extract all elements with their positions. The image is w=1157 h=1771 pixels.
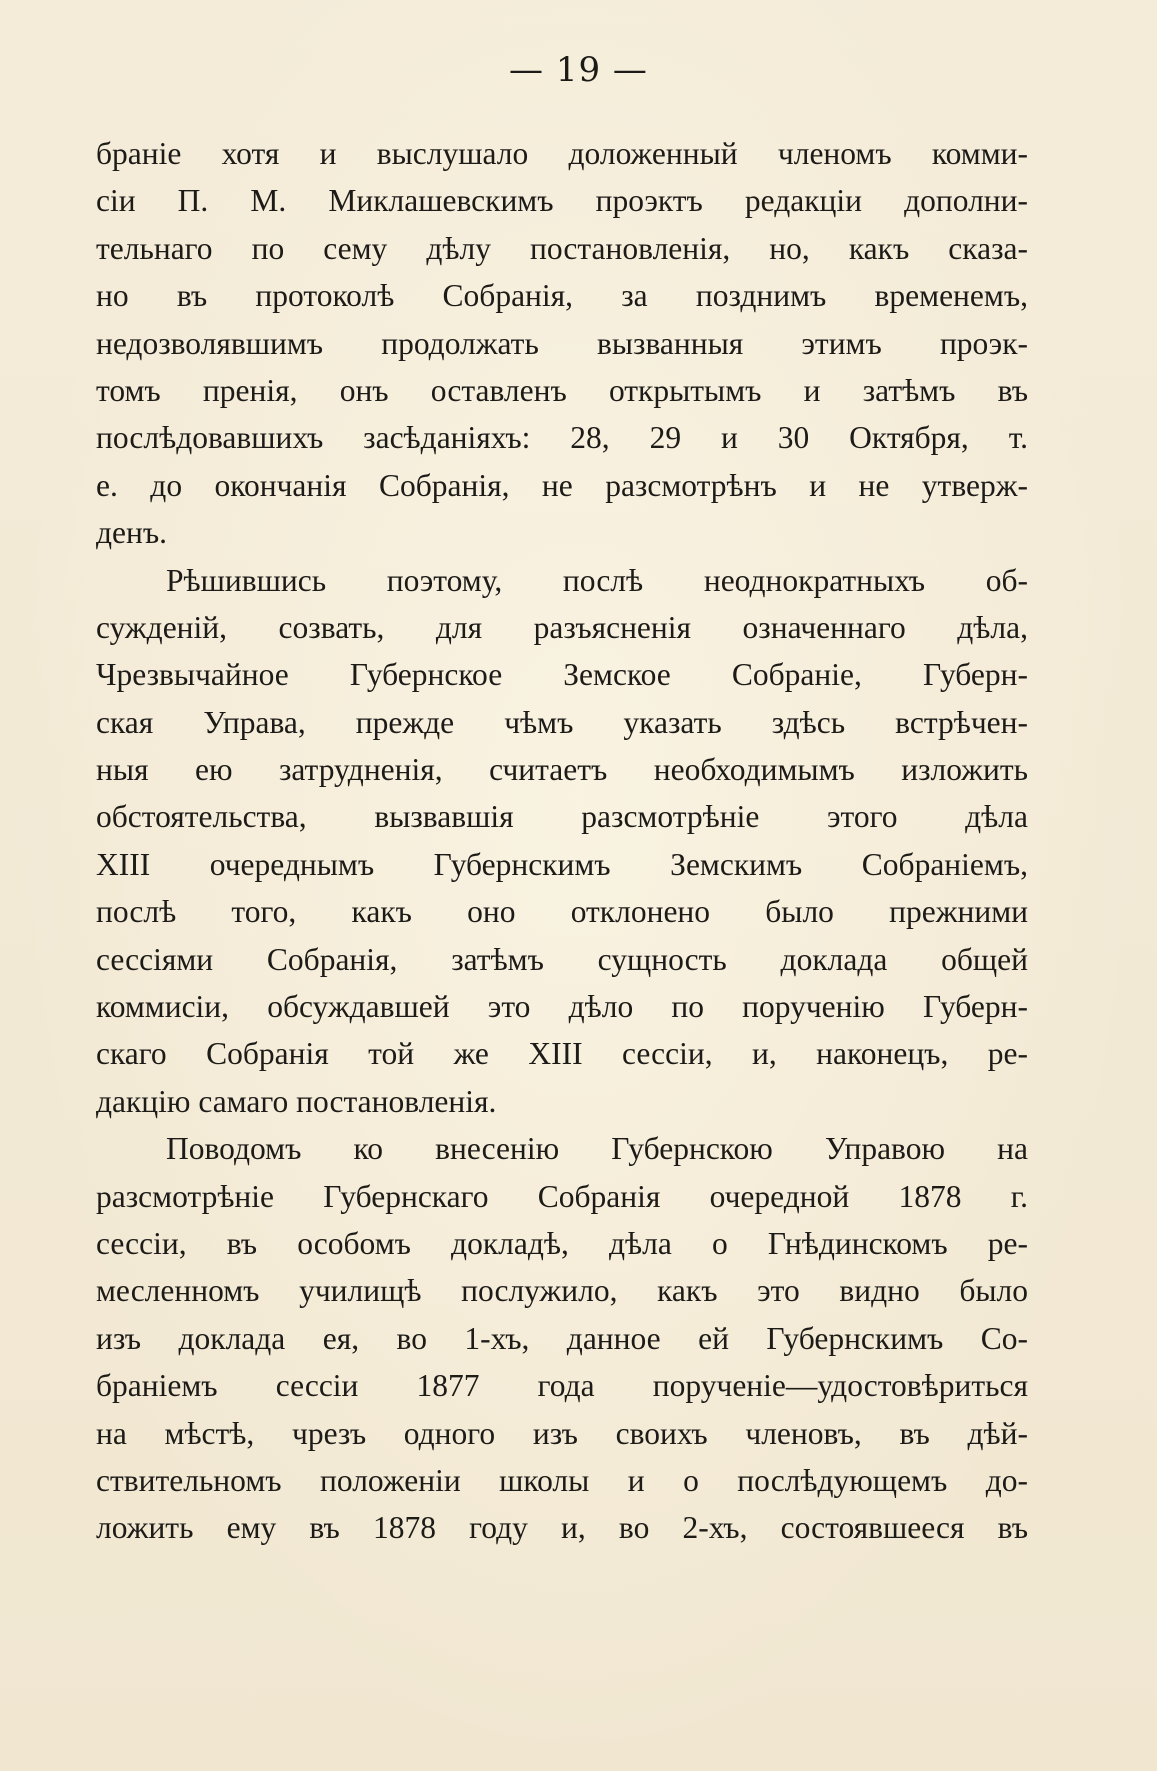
paragraph-1 — [96, 130, 1028, 557]
text-line: денъ. — [96, 515, 168, 551]
text-line: ствительномъ положеніи школы и о послѣдующемъ до- — [96, 1462, 1028, 1498]
text-line: скаго Собранія той же XIII сессіи, и, наконецъ, ре- — [96, 1036, 1028, 1072]
paragraph-3 — [96, 1125, 1028, 1552]
text-line: коммисіи, обсуждавшей это дѣло по порученію Губерн- — [96, 989, 1028, 1025]
text-line: тельнаго по сему дѣлу постановленія, но, какъ сказа- — [96, 230, 1028, 266]
text-line: послѣдовавшихъ засѣданіяхъ: 28, 29 и 30 Октября, т. — [96, 420, 1028, 456]
text-line: послѣ того, какъ оно отклонено было прежними — [96, 894, 1028, 930]
text-line: сіи П. М. Миклашевскимъ проэктъ редакціи дополни- — [96, 183, 1028, 219]
text-line: но въ протоколѣ Собранія, за позднимъ временемъ, — [96, 278, 1028, 314]
text-line: ская Управа, прежде чѣмъ указать здѣсь встрѣчен- — [96, 704, 1028, 740]
text-line: Поводомъ ко внесенію Губернскою Управою на — [166, 1131, 1028, 1167]
text-line: Чрезвычайное Губернское Земское Собраніе, Губерн- — [96, 657, 1028, 693]
text-line: ныя ею затрудненія, считаетъ необходимымъ изложить — [96, 752, 1028, 788]
text-line: обстоятельства, вызвавшія разсмотрѣніе этого дѣла — [96, 799, 1028, 835]
body-text — [96, 130, 1028, 1552]
paragraph-2 — [96, 557, 1028, 1126]
text-line: недозволявшимъ продолжать вызванныя этимъ проэк- — [96, 325, 1028, 361]
text-line: е. до окончанія Собранія, не разсмотрѣнъ и не утверж- — [96, 467, 1028, 503]
text-line: сессіи, въ особомъ докладѣ, дѣла о Гнѣдинскомъ ре- — [96, 1225, 1028, 1261]
text-line: месленномъ училищѣ послужило, какъ это видно было — [96, 1273, 1028, 1309]
text-line: XIII очереднымъ Губернскимъ Земскимъ Собраніемъ, — [96, 846, 1028, 882]
text-line: дакцію самаго постановленія. — [96, 1083, 497, 1119]
text-line: браніемъ сессіи 1877 года порученіе—удостовѣриться — [96, 1368, 1028, 1404]
text-line: изъ доклада ея, во 1-хъ, данное ей Губернскимъ Со- — [96, 1320, 1028, 1356]
text-line: томъ пренія, онъ оставленъ открытымъ и затѣмъ въ — [96, 372, 1028, 408]
page-number: — 19 — — [509, 50, 648, 90]
text-line: браніе хотя и выслушало доложенный членомъ комми- — [96, 136, 1028, 171]
text-line: ложить ему въ 1878 году и, во 2-хъ, состоявшееся въ — [96, 1510, 1028, 1546]
text-line: разсмотрѣніе Губернскаго Собранія очередной 1878 г. — [96, 1178, 1028, 1214]
text-line: на мѣстѣ, чрезъ одного изъ своихъ членовъ, въ дѣй- — [96, 1415, 1028, 1451]
text-line: сессіями Собранія, затѣмъ сущность доклада общей — [96, 941, 1028, 977]
text-line: Рѣшившись поэтому, послѣ неоднократныхъ об- — [166, 562, 1028, 598]
text-line: сужденій, созвать, для разъясненія означеннаго дѣла, — [96, 609, 1028, 645]
